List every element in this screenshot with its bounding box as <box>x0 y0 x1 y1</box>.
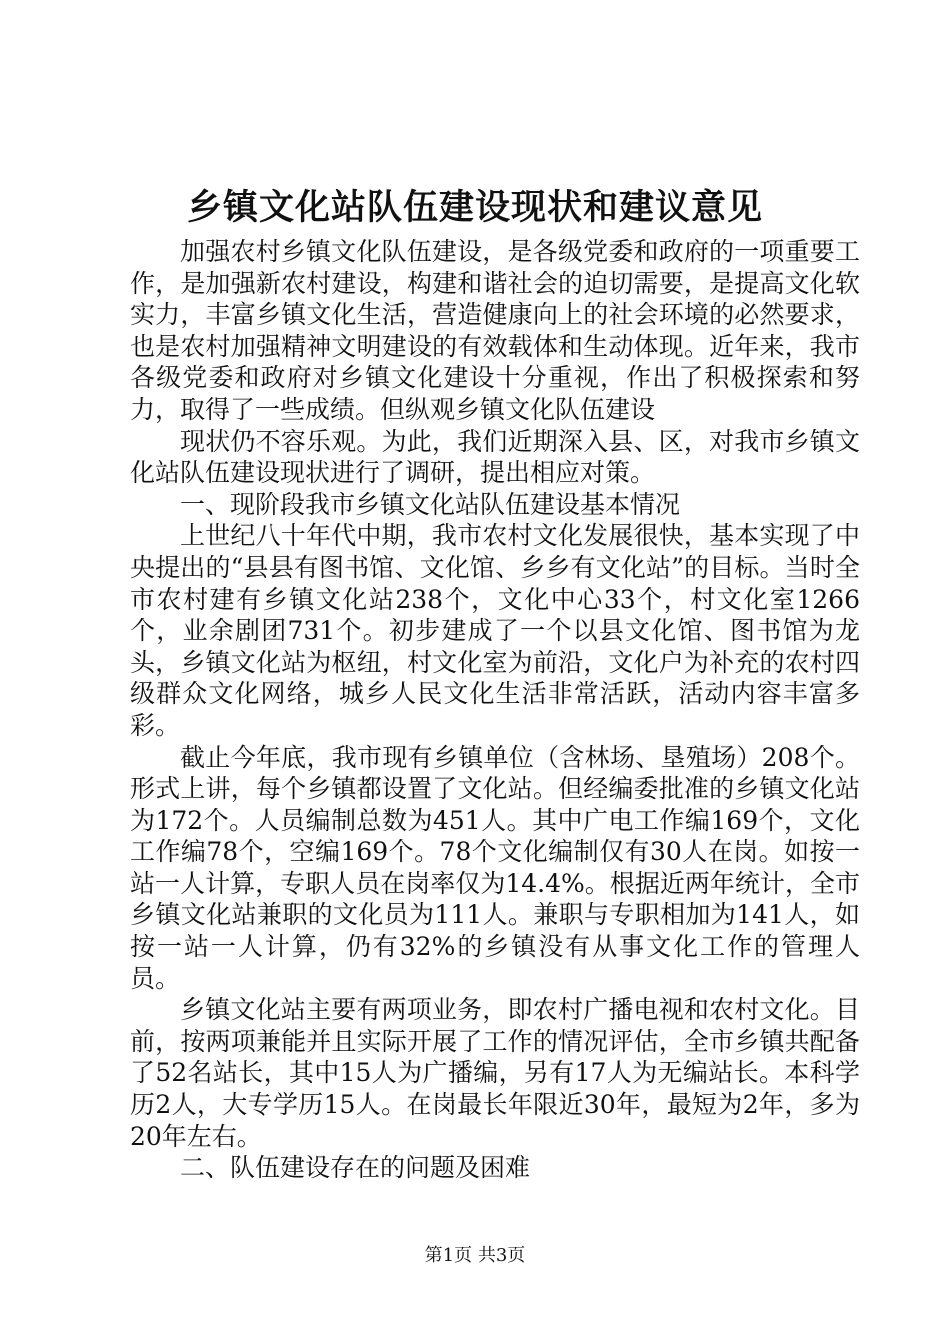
section-heading-1: 一、现阶段我市乡镇文化站队伍建设基本情况 <box>180 489 681 519</box>
paragraph-intro-continued: 现状仍不容乐观。为此，我们近期深入县、区，对我市乡镇文化站队伍建设现状进行了调研，提出相应对策。 <box>130 426 860 488</box>
document-body <box>130 236 860 1184</box>
paragraph-business: 乡镇文化站主要有两项业务，即农村广播电视和农村文化。目前，按两项兼能并且实际开展了工作的情况评估，全市乡镇共配备了52名站长，其中15人为广播编，另有17人为无编站长。本科学历2人，大专学历15人。在岗最长年限近30年，最短为2年，多为20年左右。 <box>130 995 860 1151</box>
paragraph-current-status: 截止今年底，我市现有乡镇单位（含林场、垦殖场）208个。形式上讲，每个乡镇都设置了文化站。但经编委批准的乡镇文化站为172个。人员编制总数为451人。其中广电工作编169个，文化工作编78个，空编169个。78个文化编制仅有30人在岗。如按一站一人计算，专职人员在岗率仅为14.4%。根据近两年统计，全市乡镇文化站兼职的文化员为111人。兼职与专职相加为141人，如按一站一人计算，仍有32%的乡镇没有从事文化工作的管理人员。 <box>130 742 860 993</box>
paragraph-history: 上世纪八十年代中期，我市农村文化发展很快，基本实现了中央提出的“县县有图书馆、文化馆、乡乡有文化站”的目标。当时全市农村建有乡镇文化站238个，文化中心33个，村文化室1266个，业余剧团731个。初步建成了一个以县文化馆、图书馆为龙头，乡镇文化站为枢纽，村文化室为前沿，文化户为补充的农村四级群众文化网络，城乡人民文化生活非常活跃，活动内容丰富多彩。 <box>130 521 860 740</box>
paragraph-intro: 加强农村乡镇文化队伍建设，是各级党委和政府的一项重要工作，是加强新农村建设，构建和谐社会的迫切需要，是提高文化软实力，丰富乡镇文化生活，营造健康向上的社会环境的必然要求，也是农村加强精神文明建设的有效载体和生动体现。近年来，我市各级党委和政府对乡镇文化建设十分重视，作出了积极探索和努力，取得了一些成绩。但纵观乡镇文化队伍建设 <box>130 237 860 424</box>
page-number-footer: 第1页 共3页 <box>424 1245 526 1266</box>
section-heading-2: 二、队伍建设存在的问题及困难 <box>180 1153 531 1183</box>
document-title: 乡镇文化站队伍建设现状和建议意见 <box>186 187 763 228</box>
